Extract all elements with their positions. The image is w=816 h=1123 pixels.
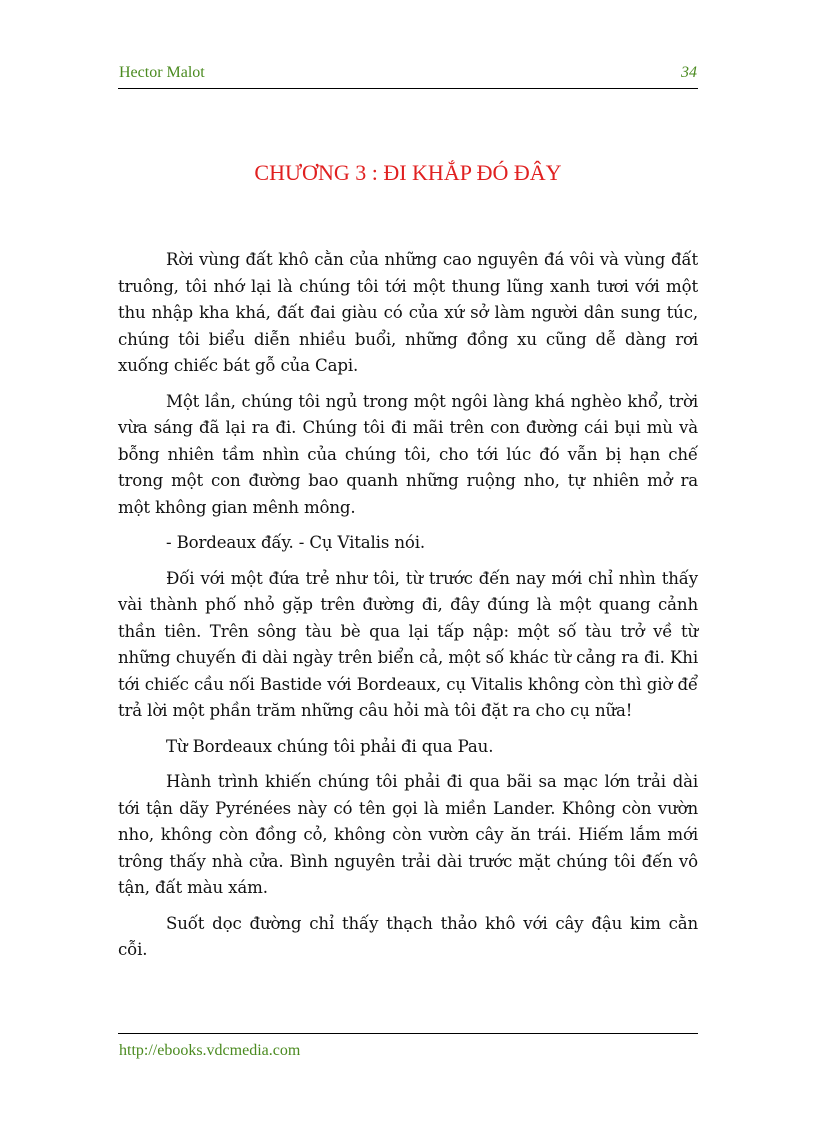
footer-divider: [118, 1033, 698, 1034]
body-text: [118, 247, 698, 973]
header-author: Hector Malot: [119, 64, 205, 81]
paragraph-3: - Bordeaux đấy. - Cụ Vitalis nói.: [166, 533, 425, 552]
paragraph-6: Hành trình khiến chúng tôi phải đi qua bãi sa mạc lớn trải dài tới tận dãy Pyrénées này có tên gọi là miền Lander. Không còn vườn nho, không còn đồng cỏ, không còn vườn cây ăn trái. Hiếm lắm mới trông thấy nhà cửa. Bình nguyên trải dài trước mặt chúng tôi đến vô tận, đất màu xám.: [118, 772, 698, 897]
footer-url-link[interactable]: http://ebooks.vdcmedia.com: [119, 1042, 301, 1059]
paragraph-7: Suốt dọc đường chỉ thấy thạch thảo khô với cây đậu kim cằn cỗi.: [118, 913, 698, 959]
paragraph-2: Một lần, chúng tôi ngủ trong một ngôi làng khá nghèo khổ, trời vừa sáng đã lại ra đi. Chúng tôi đi mãi trên con đường cái bụi mù và bỗng nhiên tầm nhìn của chúng tôi, cho tới lúc đó vẫn bị hạn chế trong một con đường bao quanh những ruộng nho, tự nhiên mở ra một không gian mênh mông.: [118, 391, 698, 517]
paragraph-1: Rời vùng đất khô cằn của những cao nguyên đá vôi và vùng đất truông, tôi nhớ lại là chúng tôi tới một thung lũng xanh tươi với một thu nhập kha khá, đất đai giàu có của xứ sở làm người dân sung túc, chúng tôi biểu diễn nhiều buổi, những đồng xu cũng dễ dàng rơi xuống chiếc bát gỗ của Capi.: [118, 250, 698, 375]
chapter-title: CHƯƠNG 3 : ĐI KHẮP ĐÓ ĐÂY: [254, 160, 562, 185]
page-header: [118, 64, 698, 89]
header-page-number: 34: [681, 64, 697, 81]
paragraph-4: Đối với một đứa trẻ như tôi, từ trước đến nay mới chỉ nhìn thấy vài thành phố nhỏ gặp trên đường đi, đây đúng là một quang cảnh thần tiên. Trên sông tàu bè qua lại tấp nập: một số tàu trở về từ những chuyến đi dài ngày trên biển cả, một số khác từ cảng ra đi. Khi tới chiếc cầu nối Bastide với Bordeaux, cụ Vitalis không còn thì giờ để trả lời một phần trăm những câu hỏi mà tôi đặt ra cho cụ nữa!: [118, 568, 698, 720]
paragraph-5: Từ Bordeaux chúng tôi phải đi qua Pau.: [166, 736, 494, 756]
